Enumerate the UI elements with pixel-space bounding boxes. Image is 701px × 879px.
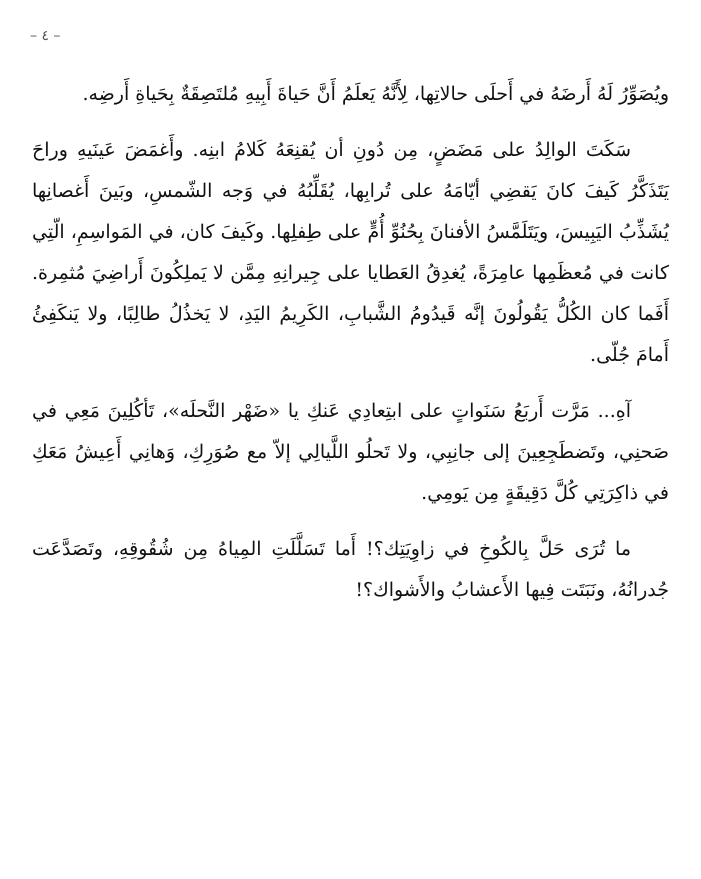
document-body — [32, 74, 669, 626]
paragraph-1: ويُصَوِّرُ لَهُ أَرضَهُ في أَحلَى حالاتِها، لِأَنَّهُ يَعلَمُ أَنَّ حَياةَ أَبِيهِ مُلتَصِقَةٌ بِحَياةِ أَرضِه. — [82, 83, 669, 105]
paragraph-2: سَكَتَ الوالِدُ على مَضَضٍ، مِن دُونِ أن يُقنِعَهُ كَلامُ ابنِه. وأَغمَضَ عَينَيهِ وراحَ يَتَذَكَّرُ كَيفَ كانَ يَقضِي أيّامَهُ على تُرابِها، يُقَلِّبُهُ في وَجه الشّمسِ، وبَينَ أَغصانِها يُشَذِّبُ اليَبِيسَ، ويَتَلَمَّسُ الأفنانَ بِحُنُوِّ أُمٍّ على طِفلِها. وكَيفَ كان، في المَواسِمِ، الّتِي كانت في مُعظَمِها عامِرَةً، يُغدِقُ العَطايا على جِيرانِهِ مِمَّن لا يَملِكُونَ أَراضِيَ مُثمِرة. أَفَما كان الكُلُّ يَقُولُونَ إنَّه قَيدُومُ الشَّبابِ، الكَرِيمُ اليَدِ، لا يَخذُلُ طالِبًا، ولا يَنكَفِئُ أَمامَ جُلّى. — [32, 139, 669, 366]
paragraph-3: آهِ... مَرَّت أَربَعُ سَنَواتٍ على ابتِعادِي عَنكِ يا «ضَهْر النَّحلَه»، تَأكُلِينَ مَعِي في صَحنِي، وتَضطَجِعِينَ إلى جانِبِي، ولا تَحلُو اللَّيالِي إلاّ مع صُوَرِكِ، وَهانِي أَعِيشُ مَعَكِ في ذاكِرَتِي كُلَّ دَقِيقَةٍ مِن يَومِي. — [32, 400, 669, 504]
paragraph-4: ما تُرَى حَلَّ بِالكُوخِ في زاوِيَتِك؟! أَما تَسَلَّلَتِ المِياهُ مِن شُقُوقِهِ، وتَصَدَّعَت جُدرانُهُ، ونَبَتَت فِيها الأَعشابُ والأَشواك؟! — [32, 538, 669, 601]
page-number: – ٤ – — [30, 28, 61, 44]
